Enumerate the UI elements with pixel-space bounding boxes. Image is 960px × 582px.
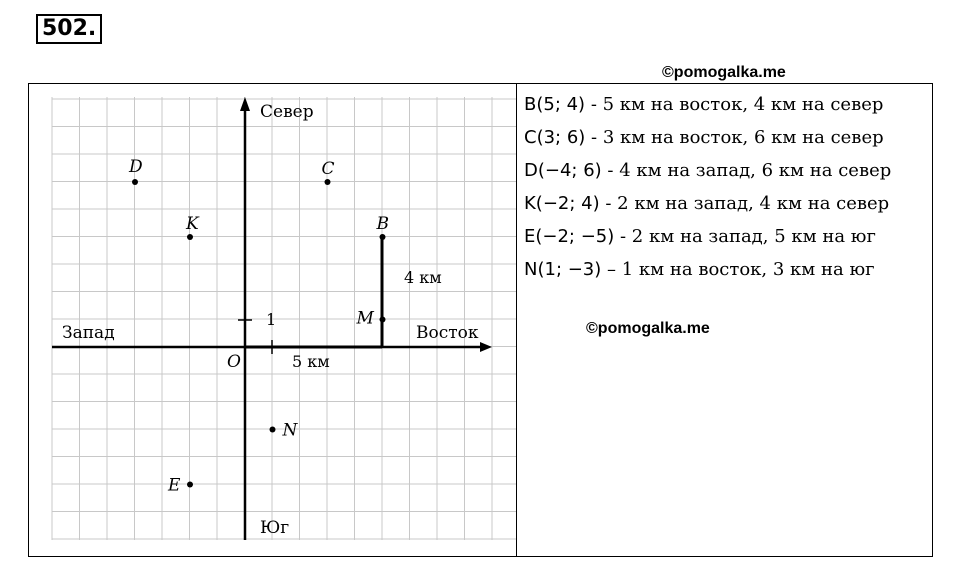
- point-label: E: [168, 475, 181, 496]
- point-coords: N(1; −3): [524, 259, 602, 280]
- point-d: [132, 179, 138, 185]
- point-coords: B(5; 4): [524, 94, 586, 115]
- point-k: [187, 234, 193, 240]
- north-label: Север: [260, 102, 314, 122]
- x-axis-arrow-icon: [480, 342, 492, 352]
- origin-label: O: [227, 352, 241, 372]
- watermark: ©pomogalka.me: [586, 320, 710, 337]
- point-m: [380, 317, 386, 323]
- distance-north-label: 4 км: [404, 268, 442, 287]
- answer-list: [524, 88, 928, 286]
- point-n: [270, 427, 276, 433]
- point-e: [187, 482, 193, 488]
- point-label: K: [186, 214, 199, 234]
- answer-text: - 3 км на восток, 6 км на север: [585, 127, 884, 148]
- point-label: B: [376, 214, 389, 234]
- answer-line: [524, 187, 928, 220]
- answer-line: [524, 154, 928, 187]
- points: [128, 157, 389, 496]
- point-coords: D(−4; 6): [524, 160, 602, 181]
- point-coords: E(−2; −5): [524, 226, 615, 247]
- unit-label: 1: [266, 310, 277, 329]
- answer-text: - 2 км на запад, 4 км на север: [599, 193, 890, 214]
- answer-text: - 2 км на запад, 5 км на юг: [614, 226, 876, 247]
- watermark: ©pomogalka.me: [662, 64, 786, 81]
- west-label: Запад: [62, 323, 115, 343]
- problem-number: 502.: [36, 14, 102, 44]
- point-label: N: [282, 420, 298, 441]
- grid: [52, 97, 516, 540]
- point-label: M: [356, 308, 374, 329]
- answer-line: [524, 220, 928, 253]
- point-label: D: [129, 157, 143, 177]
- answer-line: [524, 253, 928, 286]
- answer-text: - 4 км на запад, 6 км на север: [601, 160, 892, 181]
- answer-text: - 5 км на восток, 4 км на север: [585, 94, 884, 115]
- table-divider: [516, 83, 517, 557]
- point-coords: K(−2; 4): [524, 193, 600, 214]
- south-label: Юг: [260, 518, 290, 538]
- distance-east-label: 5 км: [292, 352, 330, 371]
- east-label: Восток: [416, 323, 479, 343]
- point-b: [380, 234, 386, 240]
- point-c: [325, 179, 331, 185]
- point-coords: C(3; 6): [524, 127, 586, 148]
- coordinate-figure: [30, 85, 516, 555]
- answer-text: – 1 км на восток, 3 км на юг: [601, 259, 875, 280]
- point-label: C: [321, 159, 335, 179]
- answer-line: [524, 121, 928, 154]
- answer-line: [524, 88, 928, 121]
